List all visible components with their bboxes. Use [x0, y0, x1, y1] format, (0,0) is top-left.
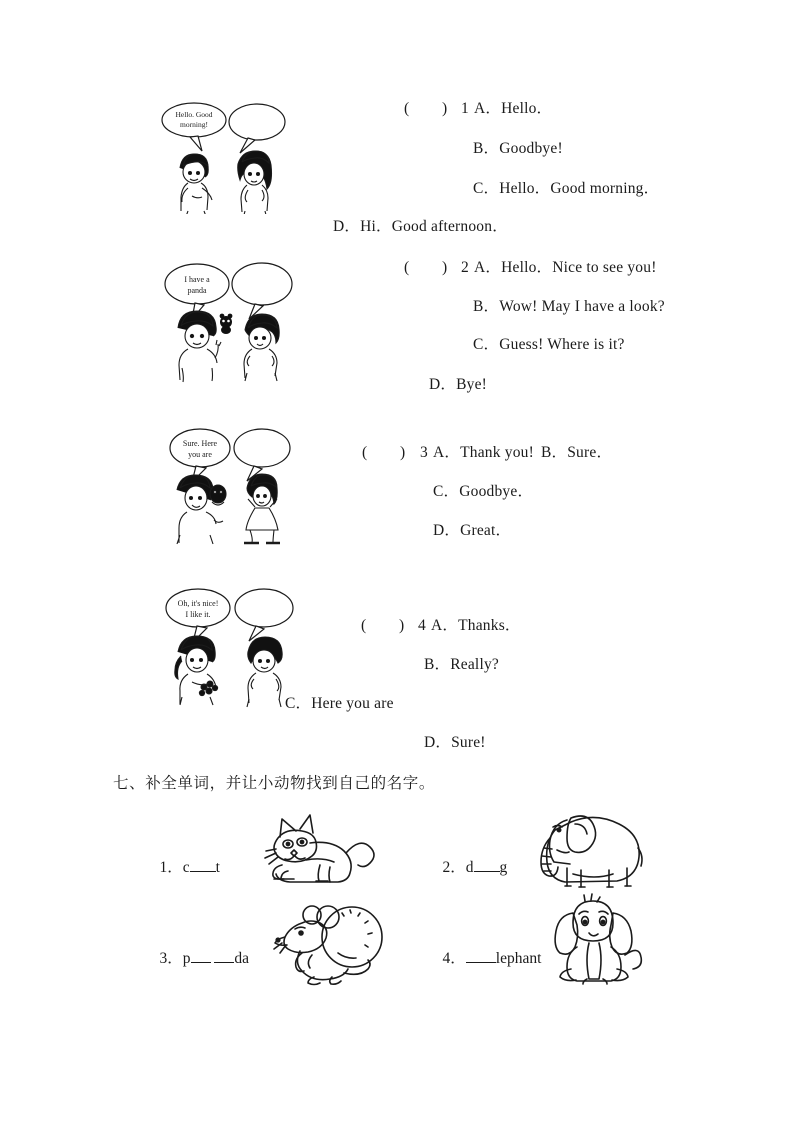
svg-text:I like it.: I like it.: [185, 610, 211, 619]
question-4-number: 4: [418, 617, 426, 634]
word-item-2-suffix: g: [499, 859, 508, 876]
word-item-3-blank-1[interactable]: [191, 962, 211, 963]
question-3-option-d[interactable]: D．Great．: [433, 522, 512, 539]
question-2-paren[interactable]: ( ): [404, 259, 448, 276]
question-1-option-d[interactable]: D．Hi．Good afternoon．: [333, 218, 508, 235]
dog-illustration: [533, 893, 663, 988]
svg-text:panda: panda: [187, 286, 207, 295]
svg-text:you are: you are: [188, 450, 212, 459]
section-seven-heading: 七、补全单词，并让小动物找到自己的名字。: [113, 774, 436, 792]
picture-question-2-illustration: [152, 256, 302, 384]
picture-question-1-illustration: [152, 96, 292, 214]
word-item-4[interactable]: [427, 928, 541, 986]
question-1-option-a[interactable]: A．Hello．: [474, 100, 553, 117]
picture-question-3-illustration: [152, 422, 302, 550]
question-4-paren[interactable]: ( ): [361, 617, 405, 634]
mouse-illustration: [268, 893, 398, 988]
word-item-1-suffix: t: [215, 859, 220, 876]
word-item-2-prefix: 2．d: [442, 859, 474, 876]
word-item-1-prefix: 1．c: [159, 859, 190, 876]
svg-text:morning!: morning!: [180, 120, 208, 129]
question-1-option-b[interactable]: B．Goodbye!: [473, 140, 563, 157]
question-1-paren[interactable]: ( ): [404, 100, 448, 117]
word-item-3-prefix: 3．p: [159, 950, 191, 967]
question-2-option-a[interactable]: A．Hello．Nice to see you!: [474, 259, 657, 276]
question-3-option-a[interactable]: A．Thank you!: [433, 444, 534, 461]
question-3-option-b[interactable]: B．Sure．: [541, 444, 613, 461]
picture-question-4-illustration: [152, 582, 302, 710]
question-4-option-c[interactable]: C．Here you are: [285, 695, 394, 712]
word-item-3[interactable]: [144, 928, 249, 986]
word-item-3-suffix: da: [234, 950, 250, 967]
word-item-1[interactable]: [144, 837, 220, 895]
svg-text:Oh, it's nice!: Oh, it's nice!: [177, 599, 219, 608]
question-2-option-c[interactable]: C．Guess! Where is it?: [473, 336, 625, 353]
question-3-paren[interactable]: ( ): [362, 444, 406, 461]
svg-text:Sure. Here: Sure. Here: [182, 439, 218, 448]
word-item-4-blank[interactable]: [466, 962, 496, 963]
elephant-illustration: [523, 798, 658, 893]
question-2-option-d[interactable]: D．Bye!: [429, 376, 488, 393]
word-item-3-gap: [211, 950, 215, 967]
question-2-option-b[interactable]: B．Wow! May I have a look?: [473, 298, 665, 315]
question-4-option-a[interactable]: A．Thanks．: [431, 617, 521, 634]
question-2-number: 2: [461, 259, 469, 276]
cat-illustration: [258, 805, 388, 890]
word-item-2[interactable]: [427, 837, 507, 895]
question-1-option-c[interactable]: C．Hello．Good morning．: [473, 180, 660, 197]
word-item-4-prefix: 4．: [442, 950, 466, 967]
question-3-option-c[interactable]: C．Goodbye．: [433, 483, 534, 500]
question-4-option-d[interactable]: D．Sure!: [424, 734, 486, 751]
word-item-1-blank[interactable]: [190, 871, 216, 872]
svg-text:I have a: I have a: [184, 275, 210, 284]
question-1-number: 1: [461, 100, 469, 117]
svg-text:Hello. Good: Hello. Good: [175, 110, 213, 119]
word-item-3-blank-2[interactable]: [214, 962, 234, 963]
question-3-number: 3: [420, 444, 428, 461]
question-4-option-b[interactable]: B．Really?: [424, 656, 499, 673]
word-item-2-blank[interactable]: [474, 871, 500, 872]
word-item-4-suffix: lephant: [495, 950, 542, 967]
